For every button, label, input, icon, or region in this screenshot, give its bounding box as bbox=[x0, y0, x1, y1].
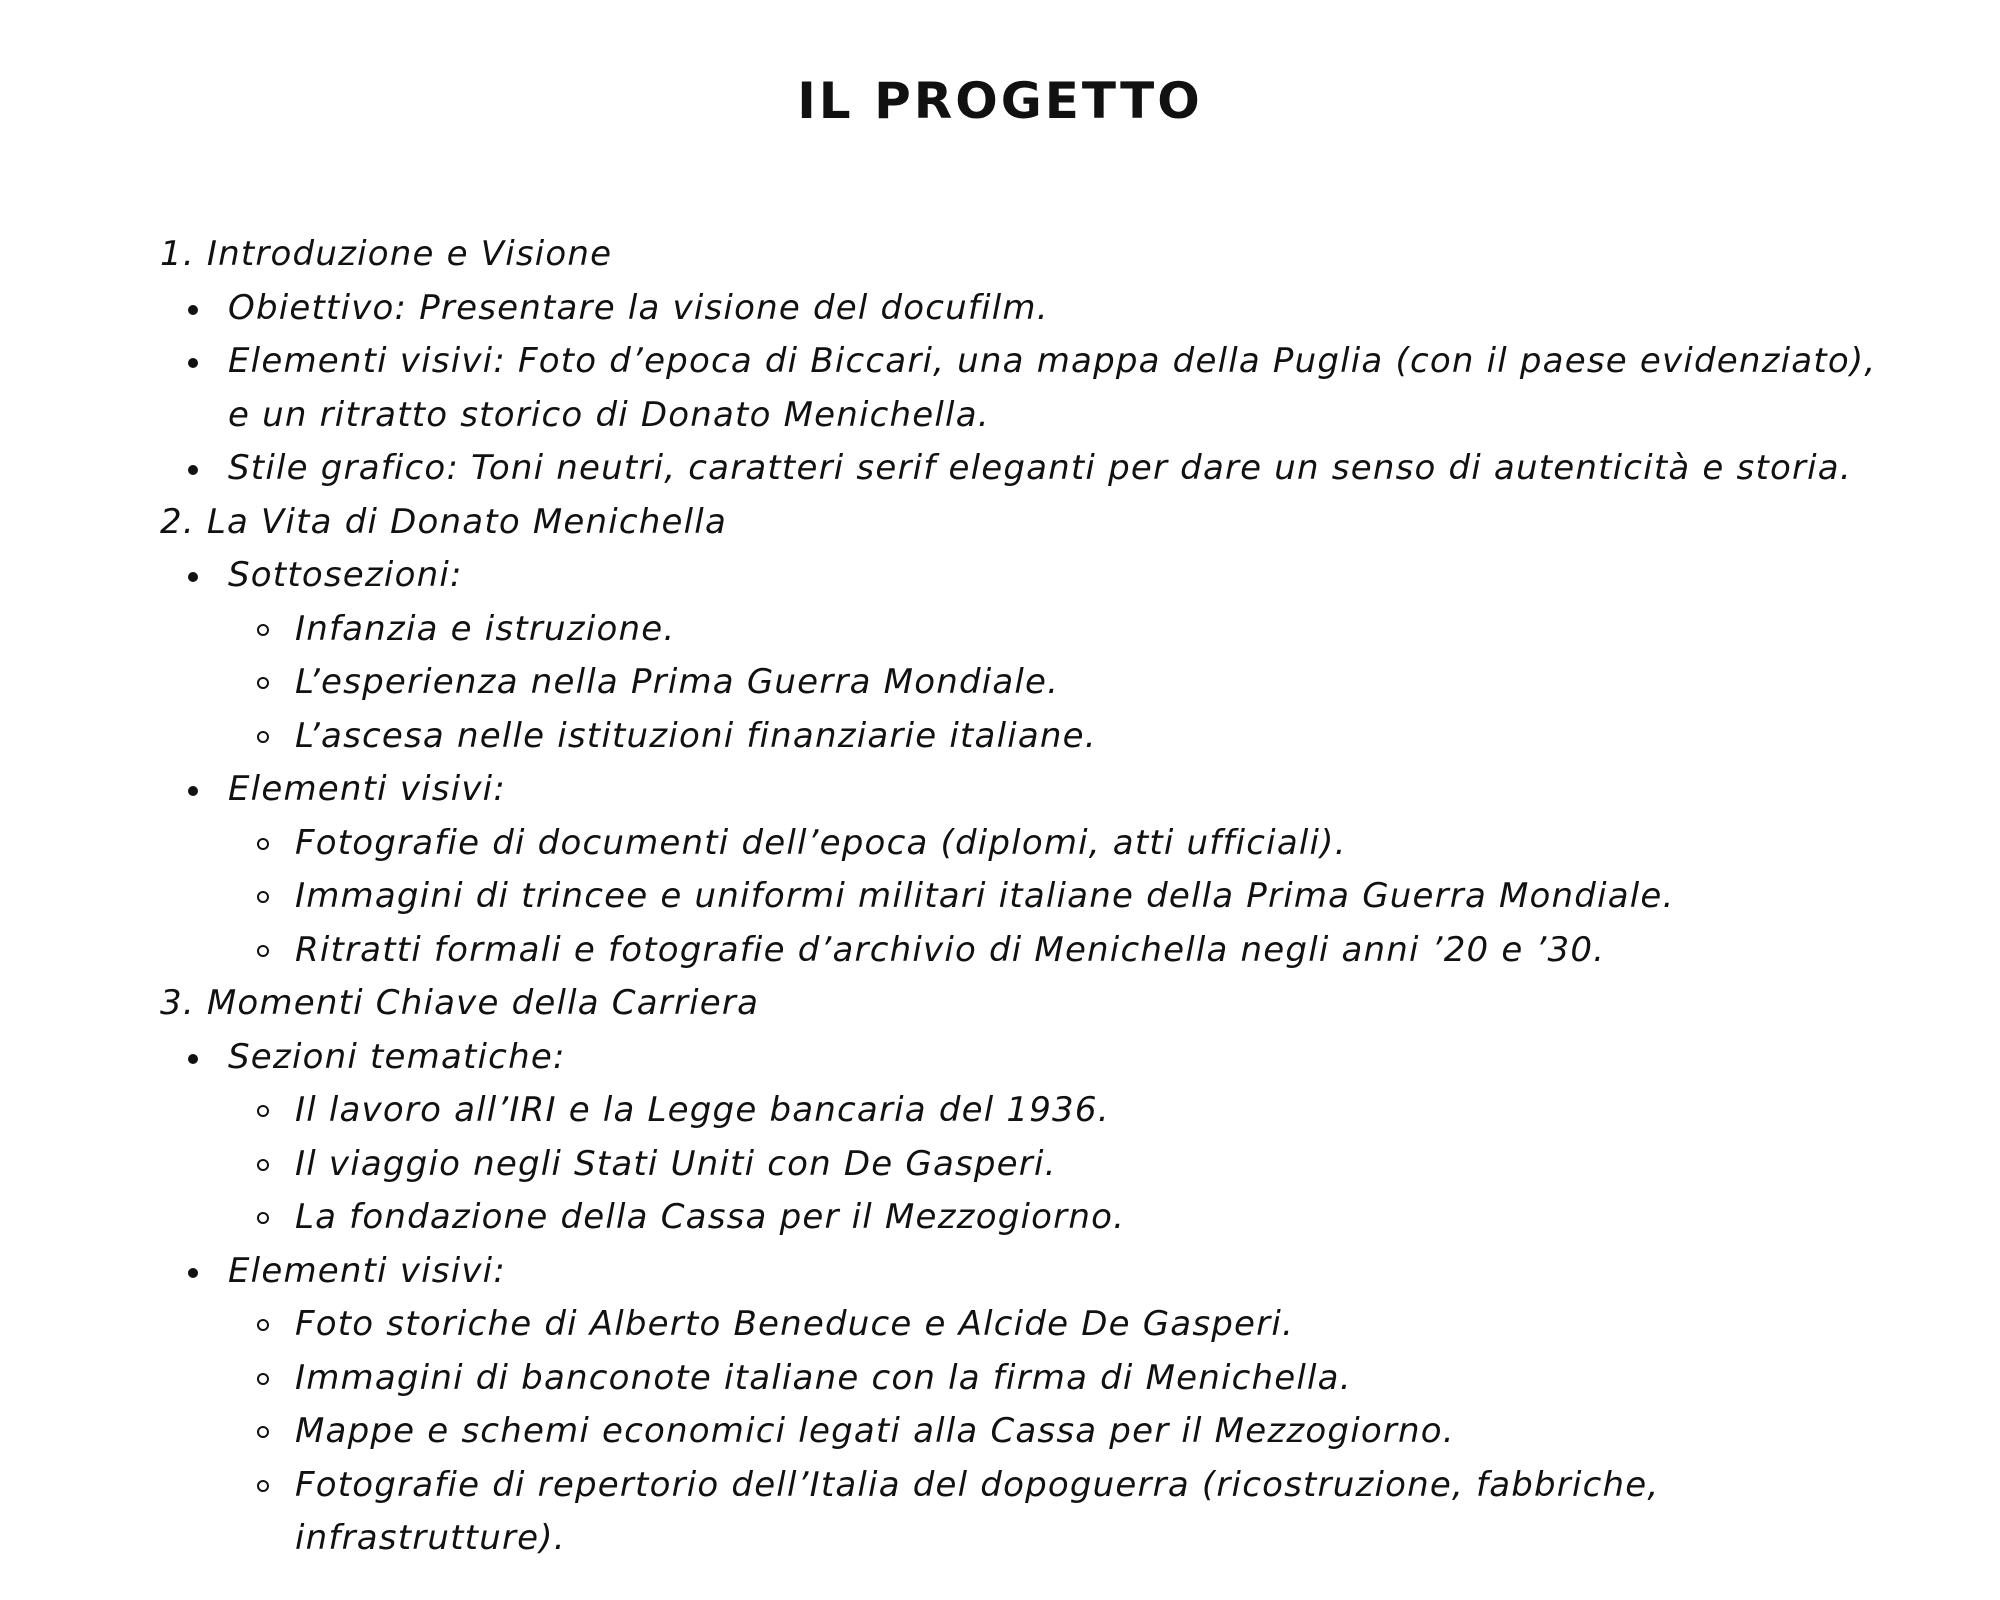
bullet-label: Sezioni tematiche: bbox=[228, 1036, 566, 1077]
bullet-item bbox=[228, 1245, 1900, 1566]
page-title: IL PROGETTO bbox=[797, 72, 1203, 130]
sub-bullet-list bbox=[228, 1298, 1900, 1566]
bullet-item: Elementi visivi: Foto d’epoca di Biccari, una mappa della Puglia (con il paese evidenziato), e un ritratto storico di Donato Menichella. bbox=[228, 335, 1900, 442]
document-body bbox=[160, 228, 1900, 1566]
bullet-list bbox=[160, 549, 1900, 977]
sub-bullet-item: La fondazione della Cassa per il Mezzogiorno. bbox=[295, 1191, 1900, 1245]
sub-bullet-item: Foto storiche di Alberto Beneduce e Alcide De Gasperi. bbox=[295, 1298, 1900, 1352]
sub-bullet-item: Infanzia e istruzione. bbox=[295, 603, 1900, 657]
sub-bullet-list bbox=[228, 603, 1900, 764]
bullet-label: Elementi visivi: bbox=[228, 1250, 506, 1291]
sub-bullet-item: Ritratti formali e fotografie d’archivio di Menichella negli anni ’20 e ’30. bbox=[295, 924, 1900, 978]
sub-bullet-item: Il viaggio negli Stati Uniti con De Gasperi. bbox=[295, 1138, 1900, 1192]
bullet-label: Elementi visivi: bbox=[228, 769, 506, 809]
sub-bullet-item: Immagini di banconote italiane con la firma di Menichella. bbox=[295, 1352, 1900, 1406]
section-carriera bbox=[160, 977, 1900, 1566]
sub-bullet-item: L’esperienza nella Prima Guerra Mondiale. bbox=[295, 656, 1900, 710]
bullet-list bbox=[160, 282, 1900, 496]
bullet-item: Stile grafico: Toni neutri, caratteri serif eleganti per dare un senso di autenticità e storia. bbox=[228, 442, 1900, 496]
sub-bullet-item: L’ascesa nelle istituzioni finanziarie italiane. bbox=[295, 710, 1900, 764]
section-heading: 1. Introduzione e Visione bbox=[160, 234, 613, 274]
section-heading: 3. Momenti Chiave della Carriera bbox=[160, 983, 760, 1023]
sub-bullet-list bbox=[228, 1084, 1900, 1245]
sub-bullet-list bbox=[228, 817, 1900, 978]
sub-bullet-item: Fotografie di repertorio dell’Italia del dopoguerra (ricostruzione, fabbriche, infrastrutture). bbox=[295, 1459, 1900, 1566]
section-vita bbox=[160, 496, 1900, 978]
section-heading: 2. La Vita di Donato Menichella bbox=[160, 501, 727, 542]
sub-bullet-item: Immagini di trincee e uniformi militari italiane della Prima Guerra Mondiale. bbox=[295, 870, 1900, 924]
bullet-item: Obiettivo: Presentare la visione del docufilm. bbox=[228, 282, 1900, 336]
bullet-item bbox=[228, 763, 1900, 977]
bullet-item bbox=[228, 549, 1900, 763]
bullet-label: Sottosezioni: bbox=[228, 555, 463, 595]
sub-bullet-item: Fotografie di documenti dell’epoca (diplomi, atti ufficiali). bbox=[295, 817, 1900, 871]
bullet-list bbox=[160, 1031, 1900, 1566]
section-introduzione bbox=[160, 228, 1900, 496]
bullet-item bbox=[228, 1031, 1900, 1245]
sub-bullet-item: Mappe e schemi economici legati alla Cassa per il Mezzogiorno. bbox=[295, 1405, 1900, 1459]
sub-bullet-item: Il lavoro all’IRI e la Legge bancaria del 1936. bbox=[295, 1084, 1900, 1138]
